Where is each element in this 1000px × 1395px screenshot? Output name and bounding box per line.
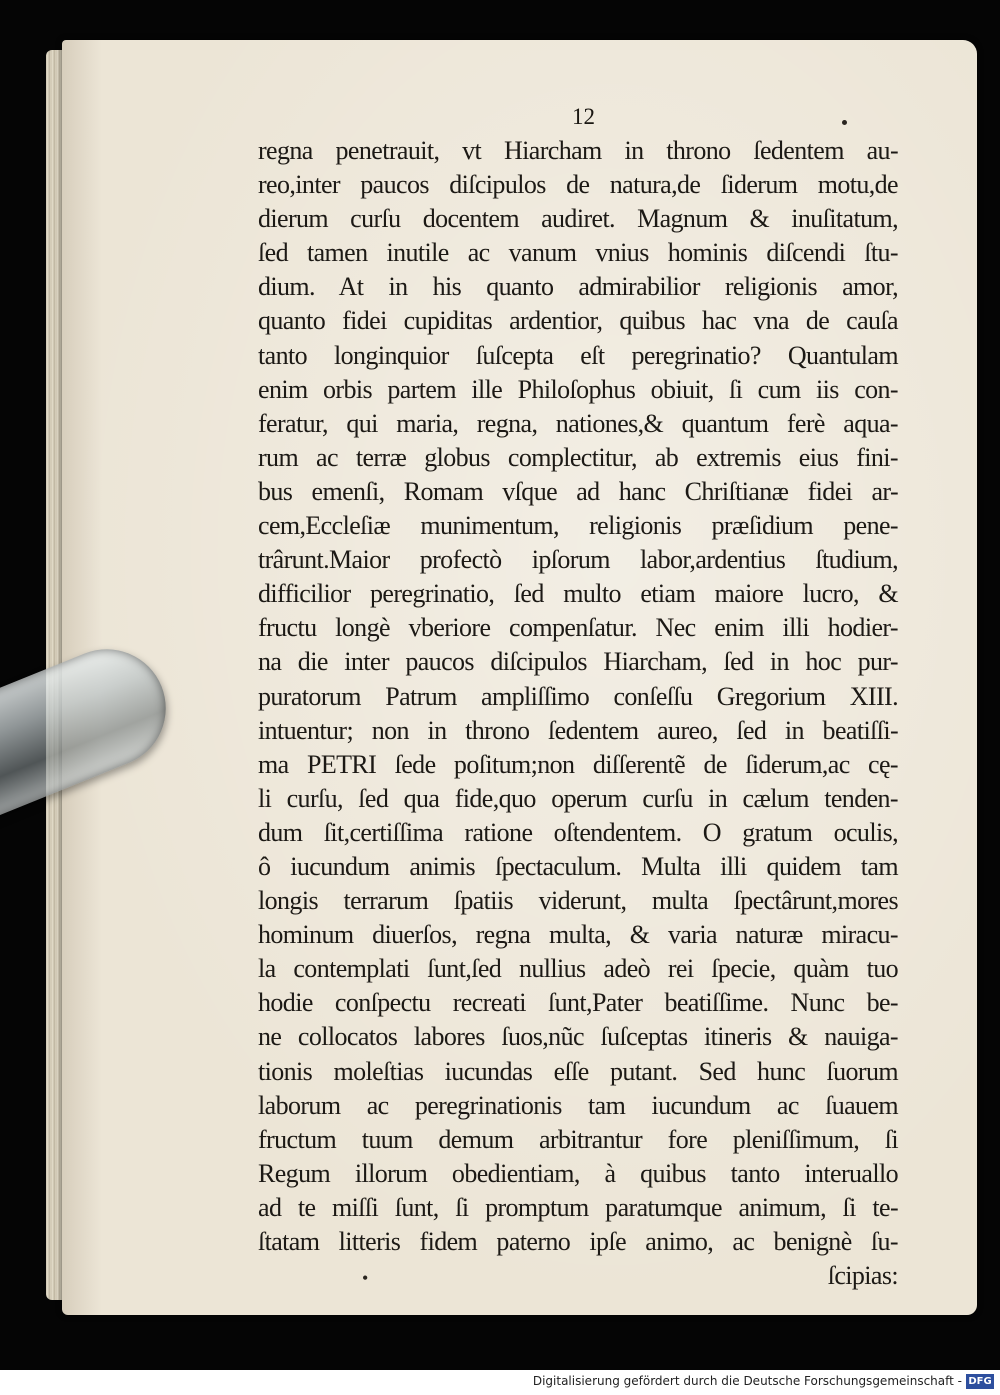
text-line: ad te miſſi ſunt, ſi promptum paratumque animum, ſi te- bbox=[258, 1192, 898, 1222]
text-line: rum ac terræ globus complectitur, ab extremis eius fini- bbox=[258, 442, 898, 472]
text-line: ſtatam litteris fidem paterno ipſe animo, ac benignè ſu- bbox=[258, 1227, 898, 1256]
text-line: ne collocatos labores ſuos,nũc ſuſceptas itineris & nauiga- bbox=[258, 1022, 898, 1052]
text-line: cem,Eccleſiæ munimentum, religionis præſidium pene- bbox=[258, 511, 898, 541]
text-line: feratur, qui maria, regna, nationes,& quantum ferè aqua- bbox=[258, 408, 898, 438]
text-line: longis terrarum ſpatiis viderunt, multa ſpectârunt,mores bbox=[258, 886, 898, 916]
text-line: regna penetrauit, vt Hiarcham in throno ſedentem au- bbox=[258, 136, 898, 165]
bottom-mark: • bbox=[362, 1268, 369, 1288]
text-line: dium. At in his quanto admirabilior religionis amor, bbox=[258, 272, 898, 302]
text-line: Regum illorum obedientiam, à quibus tanto interuallo bbox=[258, 1158, 898, 1188]
text-line: quanto fidei cupiditas ardentior, quibus hac vna de cauſa bbox=[258, 306, 898, 336]
text-line: la contemplati ſunt,ſed nullius adeò rei ſpecie, quàm tuo bbox=[258, 954, 898, 984]
footer-credit: Digitalisierung gefördert durch die Deutsche Forschungsgemeinschaft - bbox=[532, 1374, 962, 1388]
text-line: tanto longinquior ſuſcepta eſt peregrinatio? Quantulam bbox=[258, 340, 898, 370]
text-line: trârunt.Maior profectò ipſorum labor,ardentius ſtudium, bbox=[258, 545, 898, 575]
text-line: difficilior peregrinatio, ſed multo etiam maiore lucro, & bbox=[258, 579, 898, 609]
corner-mark bbox=[842, 120, 847, 125]
text-line: puratorum Patrum ampliſſimo conſeſſu Gregorium XIII. bbox=[258, 681, 898, 711]
text-line: laborum ac peregrinationis tam iucundum ac ſuauem bbox=[258, 1090, 898, 1120]
text-line: tionis moleſtias iucundas eſſe putant. Sed hunc ſuorum bbox=[258, 1056, 898, 1086]
text-line: na die inter paucos diſcipulos Hiarcham, ſed in hoc pur- bbox=[258, 647, 898, 677]
text-line: ſed tamen inutile ac vanum vnius hominis diſcendi ſtu- bbox=[258, 238, 898, 268]
text-line: dierum curſu docentem audiret. Magnum & inuſitatum, bbox=[258, 204, 898, 234]
page-number: 12 bbox=[572, 104, 595, 129]
text-line: bus emenſi, Romam vſque ad hanc Chriſtianæ fidei ar- bbox=[258, 476, 898, 506]
text-line: ſcipias: bbox=[827, 1261, 898, 1291]
text-line: intuentur; non in throno ſedentem aureo, ſed in beatiſſi- bbox=[258, 715, 898, 745]
text-line: hodie conſpectu recreati ſunt,Pater beatiſſime. Nunc be- bbox=[258, 988, 898, 1018]
text-line: fructum tuum demum arbitrantur fore pleniſſimum, ſi bbox=[258, 1124, 898, 1154]
dfg-logo: DFG bbox=[966, 1374, 994, 1389]
text-line: li curſu, ſed qua fide,quo operum curſu in cælum tenden- bbox=[258, 783, 898, 813]
text-line: hominum diuerſos, regna multa, & varia naturæ miracu- bbox=[258, 920, 898, 950]
text-line: ô iucundum animis ſpectaculum. Multa illi quidem tam bbox=[258, 851, 898, 881]
text-line: enim orbis partem ille Philoſophus obiuit, ſi cum iis con- bbox=[258, 374, 898, 404]
text-line: dum ſit,certiſſima ratione oſtendentem. O gratum oculis, bbox=[258, 817, 898, 847]
body-text bbox=[258, 134, 898, 1293]
text-line: ma PETRI ſede poſitum;non diſſerentẽ de ſiderum,ac cę- bbox=[258, 749, 898, 779]
text-line: fructu longè vberiore compenſatur. Nec enim illi hodier- bbox=[258, 613, 898, 643]
footer-bar bbox=[0, 1370, 1000, 1395]
text-line: reo,inter paucos diſcipulos de natura,de ſiderum motu,de bbox=[258, 170, 898, 200]
